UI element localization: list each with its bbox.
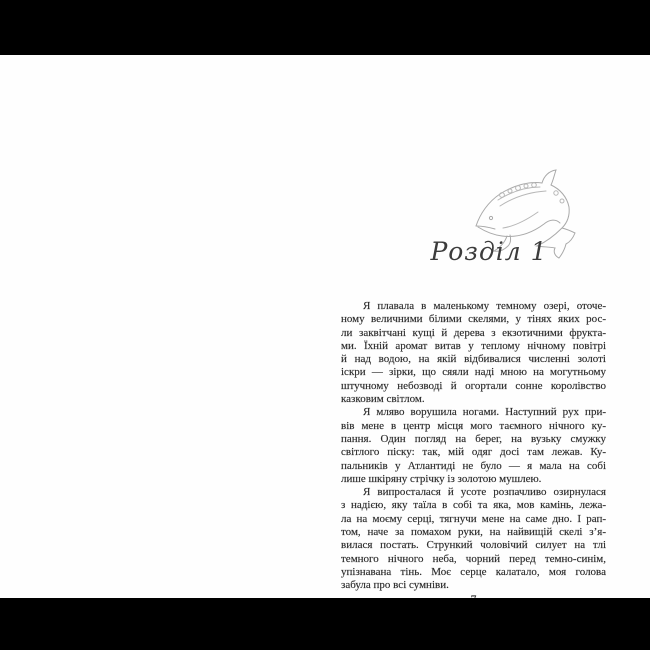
text-line: пальників у Атлантиді не було — я мала на собі bbox=[341, 459, 606, 472]
text-line: з надією, яку таїла в собі та яка, мов камінь, лежа- bbox=[341, 499, 606, 512]
text-line: забула про всі сумніви. bbox=[341, 579, 449, 592]
text-line: іскри — зірки, що сяяли наді мною на могутньому bbox=[341, 366, 606, 379]
text-line: ла на моєму серці, тягнучи мене на саме дно. І рап- bbox=[341, 512, 606, 525]
text-line: темного нічного неба, чорний перед темно-синім, bbox=[341, 552, 606, 565]
text-line: вилася постать. Стрункий чоловічий силует на тлі bbox=[341, 539, 606, 552]
text-line: Я випросталася й усоте розпачливо озирнулася bbox=[363, 486, 606, 499]
body-text bbox=[341, 300, 606, 593]
text-line: Я плавала в маленькому темному озері, оточе- bbox=[363, 300, 606, 312]
paragraph bbox=[341, 300, 606, 406]
text-line: штучному небозводі й огортали сонне королівство bbox=[341, 379, 606, 392]
paragraph bbox=[341, 406, 606, 486]
text-line: й над водою, на якій відбивалися численні золоті bbox=[341, 353, 606, 366]
letterbox-top bbox=[0, 0, 650, 55]
paragraph bbox=[341, 486, 606, 592]
text-line: пання. Один погляд на берег, на вузьку смужку bbox=[341, 432, 606, 445]
text-line: упізнавана тінь. Моє серце калатало, моя голова bbox=[341, 565, 606, 578]
text-line: Я мляво ворушила ногами. Наступний рух при- bbox=[363, 406, 606, 419]
text-line: ному величними білими скелями, у тінях яких рос- bbox=[341, 313, 606, 326]
text-line: лише шкіряну стрічку із золотою мушлею. bbox=[341, 472, 542, 485]
text-line: ли заквітчані кущі й дерева з екзотичними фрукта- bbox=[341, 326, 606, 339]
book-spread bbox=[0, 55, 650, 598]
text-line: том, наче за помахом руки, на найвищій скелі з’я- bbox=[341, 526, 606, 539]
text-line: казковим світлом. bbox=[341, 393, 425, 406]
text-line: ми. Їхній аромат витав у теплому нічному повітрі bbox=[341, 339, 606, 352]
letterbox-bottom bbox=[0, 598, 650, 650]
text-line: вів мене в центр місця мого таємного нічного ку- bbox=[341, 419, 606, 432]
text-line: світлого піску: так, мій одяг досі там лежав. Ку- bbox=[341, 446, 606, 459]
chapter-heading: Розділ 1 bbox=[430, 237, 548, 266]
